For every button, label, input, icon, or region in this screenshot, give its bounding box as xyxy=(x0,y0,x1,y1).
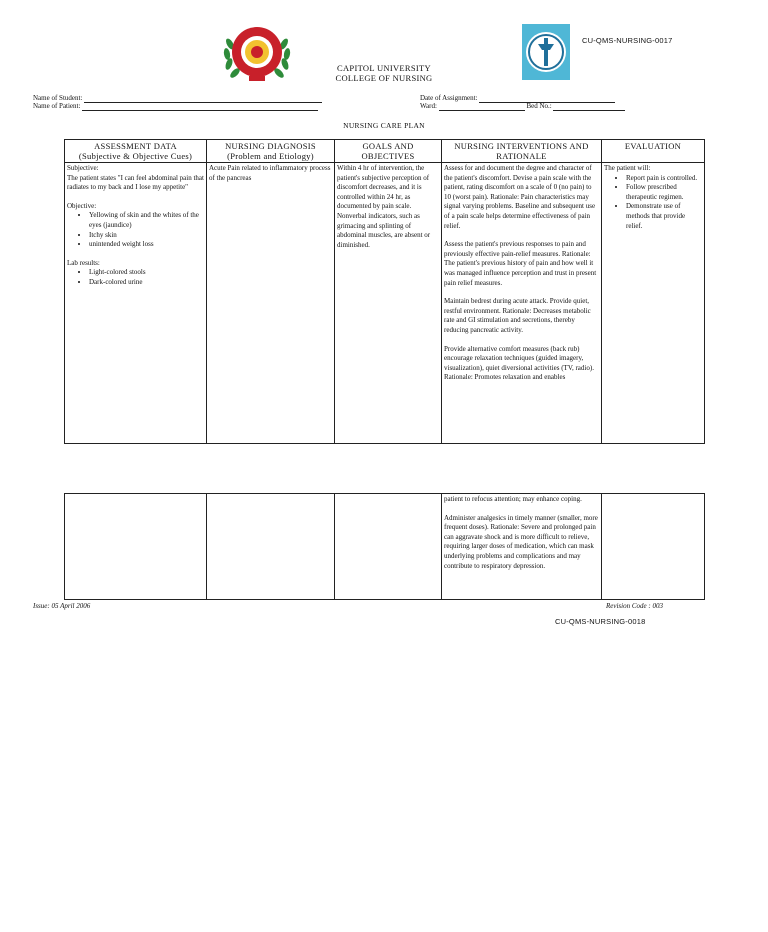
evaluation-item: • Demonstrate use of methods that provide relief. xyxy=(626,202,702,231)
diagnosis-cell-continued xyxy=(207,494,335,600)
page-title: NURSING CARE PLAN xyxy=(343,121,425,130)
evaluation-item: • Follow prescribed therapeutic regimen. xyxy=(626,183,702,202)
lab-item: • Dark-colored urine xyxy=(89,278,204,288)
date-label: Date of Assignment: xyxy=(420,94,478,102)
student-label: Name of Student: xyxy=(33,94,83,102)
ward-input-line[interactable] xyxy=(439,102,525,111)
college-name: COLLEGE OF NURSING xyxy=(335,73,433,83)
lab-label: Lab results: xyxy=(67,258,100,267)
intervention-item: Maintain bedrest during acute attack. Provide quiet, restful environment. Rationale: Decreases metabolic rate and GI stimulation and secretions, thereby reducing pancreatic activity. xyxy=(444,297,591,334)
evaluation-item: • Report pain is controlled. xyxy=(626,174,702,184)
intervention-item: Provide alternative comfort measures (back rub) encourage relaxation techniques (guided imagery, visualization), quiet diversional activities (TV, radio). Rationale: Promotes relaxation and enables xyxy=(444,344,594,382)
subjective-label: Subjective: xyxy=(67,164,99,172)
interventions-cell xyxy=(442,163,602,444)
revision-code: Revision Code : 003 xyxy=(606,602,663,610)
assessment-cell xyxy=(65,163,207,444)
issue-date: Issue: 05 April 2006 xyxy=(33,602,91,610)
evaluation-intro: The patient will: xyxy=(604,164,651,172)
objective-label: Objective: xyxy=(67,201,97,210)
patient-input-line[interactable] xyxy=(82,102,318,111)
bed-input-line[interactable] xyxy=(553,102,625,111)
care-plan-continuation-table xyxy=(64,493,705,600)
intervention-item: Administer analgesics in timely manner (smaller, more frequent doses). Rationale: Severe and prolonged pain can aggravate shock and is more difficult to relieve, requiring larger doses of medication, which can mask underlying problems and complications and may contribute to respiratory depression. xyxy=(444,513,598,570)
table-row xyxy=(65,163,705,444)
form-code-bottom: CU-QMS-NURSING-0018 xyxy=(555,617,646,626)
bed-label: Bed No.: xyxy=(526,102,552,110)
diagnosis-cell: Acute Pain related to inflammatory process of the pancreas xyxy=(207,163,335,444)
ward-field[interactable] xyxy=(420,102,625,111)
objective-item: • unintended weight loss xyxy=(89,240,204,250)
intervention-item: Assess for and document the degree and character of the patient's discomfort. Devise a pain scale with the patient, rating discomfort on a scale of 0 (no pain) to 10 (worst pain). Rationale: Pain characteristics may signal varying problems. Baseline and subsequent use of a pain scale helps determine effectiveness of pain relief. xyxy=(444,164,596,230)
patient-field[interactable] xyxy=(33,102,318,111)
nursing-college-logo xyxy=(522,24,570,80)
form-code-top: CU-QMS-NURSING-0017 xyxy=(582,36,673,45)
care-plan-table xyxy=(64,139,705,444)
patient-label: Name of Patient: xyxy=(33,102,81,110)
subjective-text: The patient states "I can feel abdominal pain that radiates to my back and I lose my appetite" xyxy=(67,173,204,192)
column-header-evaluation: EVALUATION xyxy=(602,140,705,163)
column-header-assessment: ASSESSMENT DATA (Subjective & Objective Cues) xyxy=(65,140,207,163)
column-header-interventions: NURSING INTERVENTIONS AND RATIONALE xyxy=(442,140,602,163)
university-name: CAPITOL UNIVERSITY xyxy=(337,63,431,73)
interventions-cell-continued xyxy=(442,494,602,600)
assessment-cell-continued xyxy=(65,494,207,600)
intervention-item: patient to refocus attention; may enhance coping. xyxy=(444,495,582,503)
column-header-diagnosis: NURSING DIAGNOSIS (Problem and Etiology) xyxy=(207,140,335,163)
lab-item: • Light-colored stools xyxy=(89,268,204,278)
goals-cell-continued xyxy=(335,494,442,600)
objective-item: • Yellowing of skin and the whites of the eyes (jaundice) xyxy=(89,211,204,230)
table-header-row xyxy=(65,140,705,163)
evaluation-cell xyxy=(602,163,705,444)
ward-label: Ward: xyxy=(420,102,437,110)
goals-cell: Within 4 hr of intervention, the patient's subjective perception of discomfort decreases, and it is controlled within 24 hr, as documented by pain scale. Nonverbal indicators, such as grimacing and splinting of abdominal muscles, are absent or diminished. xyxy=(335,163,442,444)
column-header-goals: GOALS AND OBJECTIVES xyxy=(335,140,442,163)
university-seal-logo xyxy=(222,22,292,84)
intervention-item: Assess the patient's previous responses to pain and previously effective pain-relief measures. Rationale: The patient's previous history of pain and how well it was managed influence perception and trust in present pain relief measures. xyxy=(444,240,597,287)
table-row xyxy=(65,494,705,600)
evaluation-cell-continued xyxy=(602,494,705,600)
objective-item: • Itchy skin xyxy=(89,231,204,241)
